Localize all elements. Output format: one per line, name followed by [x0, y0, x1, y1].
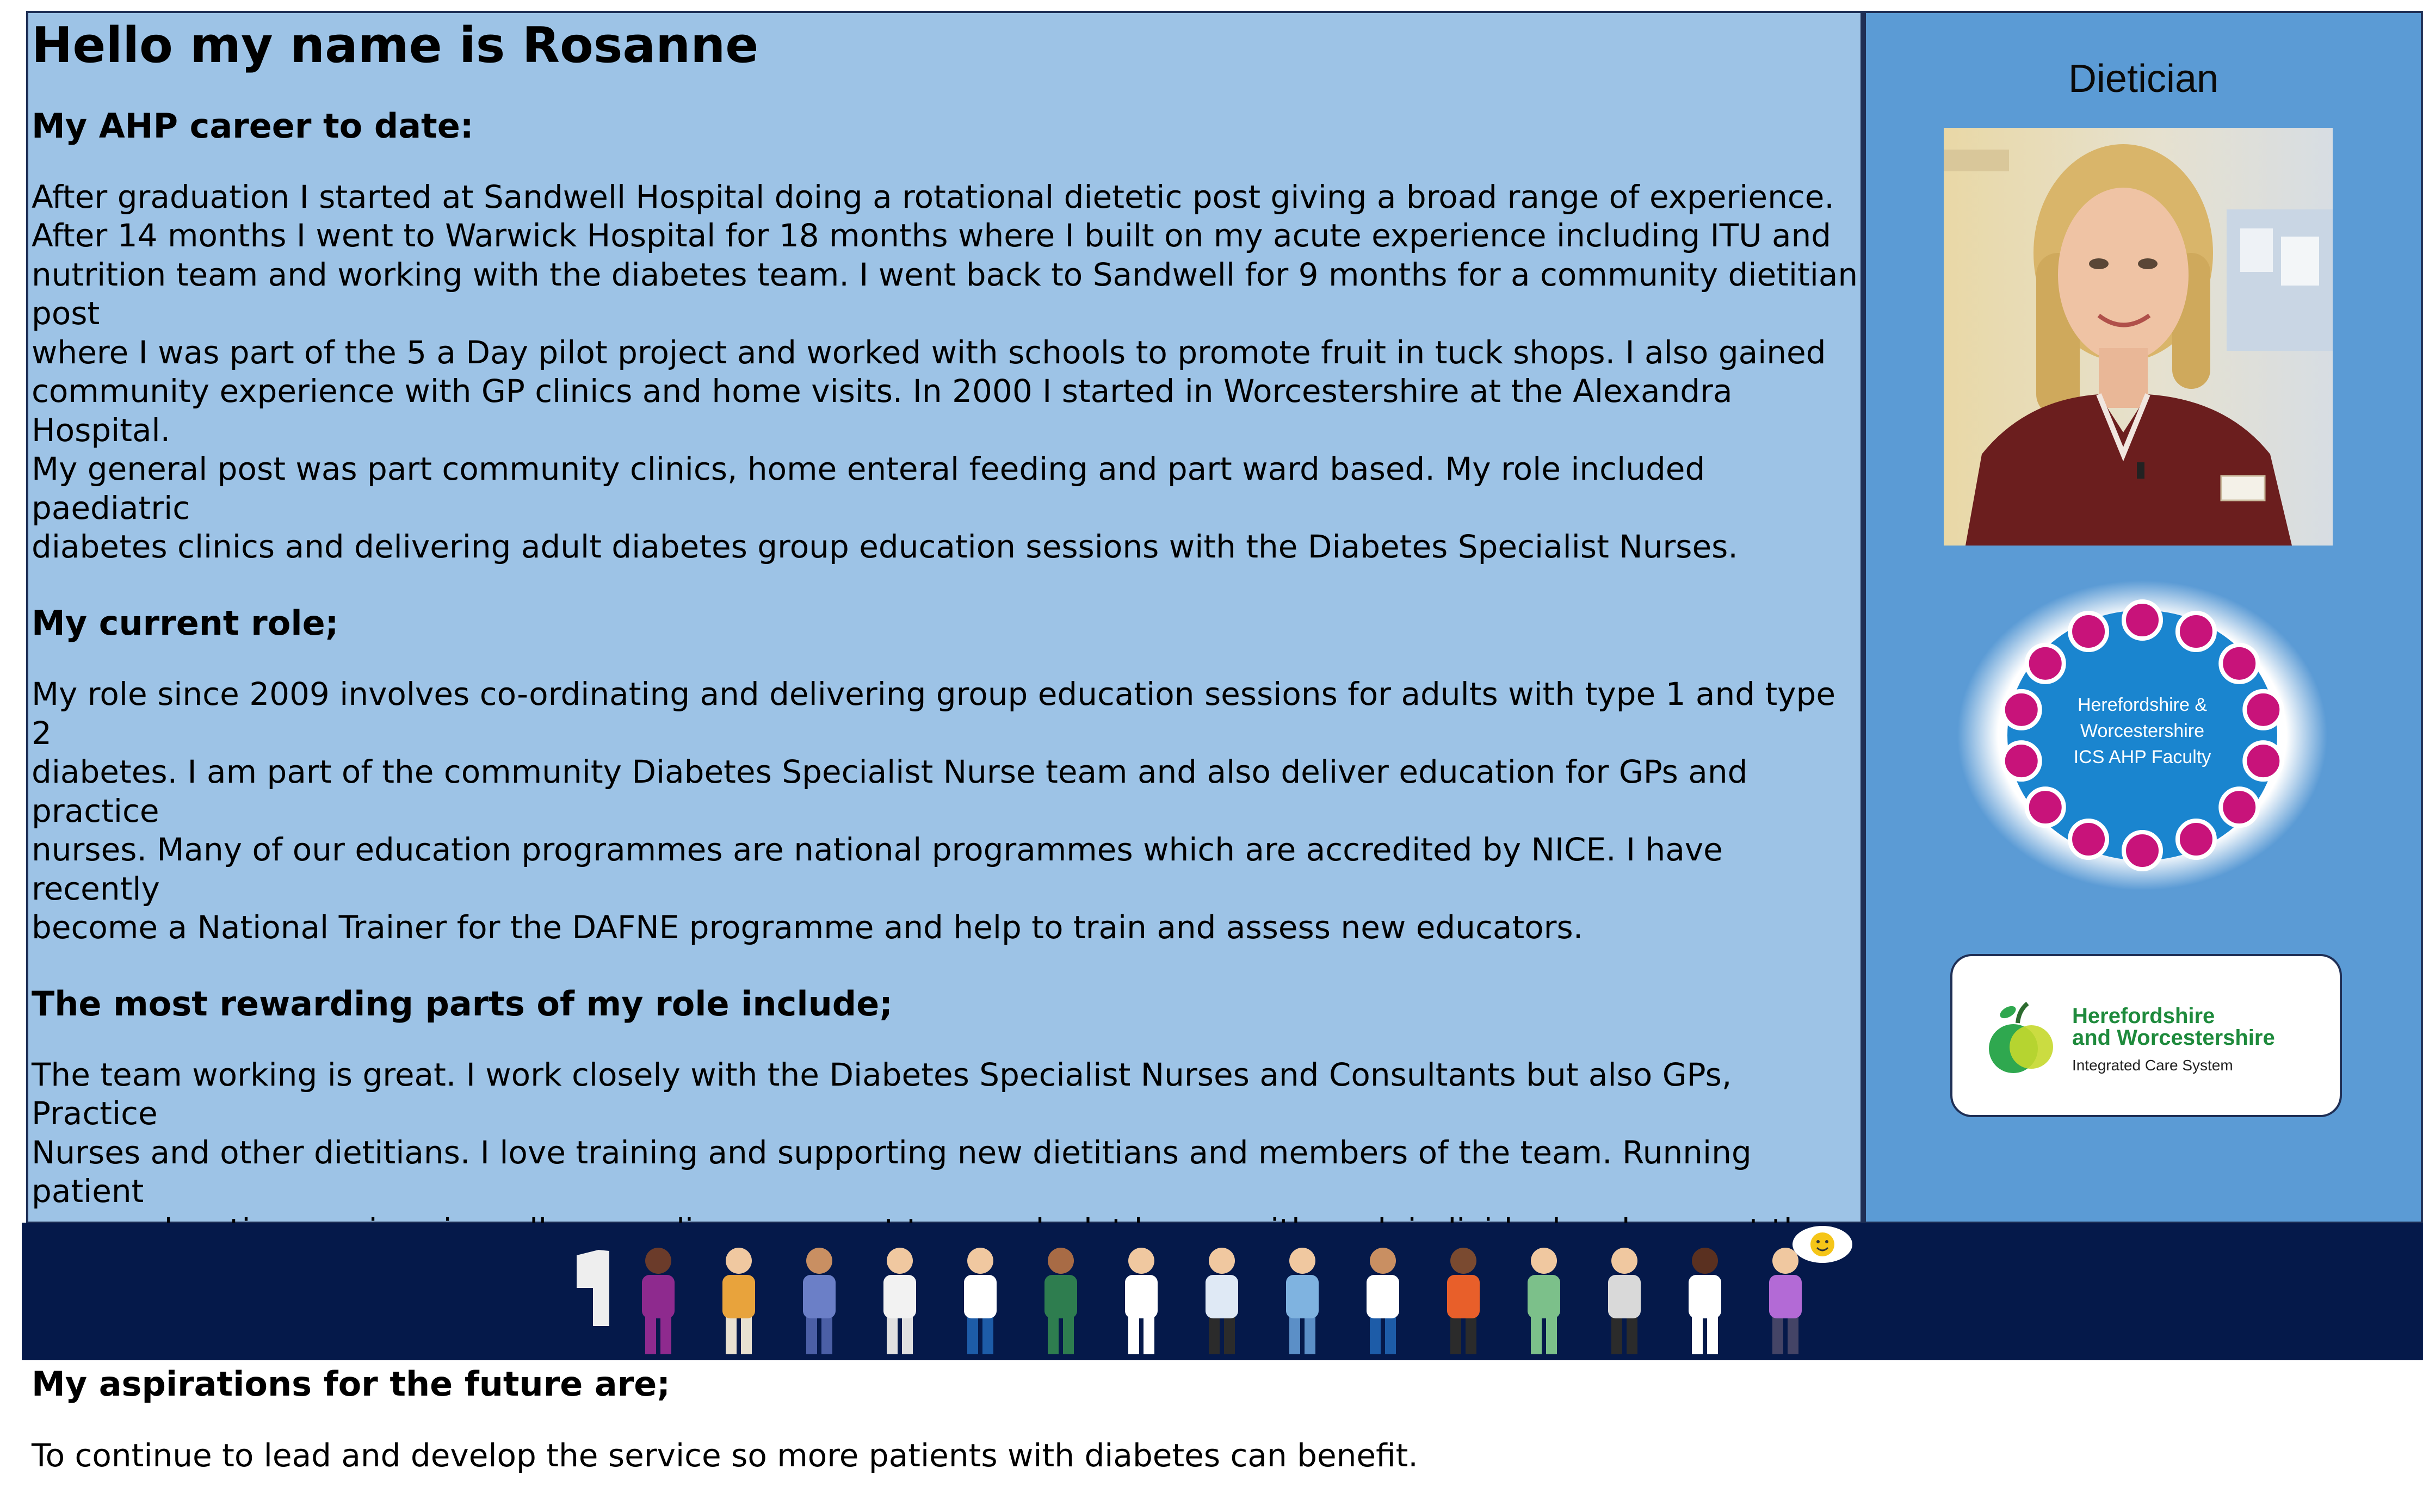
faculty-ring-dot [2178, 821, 2215, 858]
ics-name: Herefordshire and Worcestershire [2072, 1004, 2275, 1050]
career-body: After graduation I started at Sandwell Hospital doing a rotational dietetic post giving a broad range of experience. After 14 months I went to Warwick Hospital for 18 months where I built on my acute experience including ITU and nutrition team and working with the diabetes team. I went back to Sandwell for 9 months for a community dietitian post where I was part of the 5 a Day pilot project and worked with schools to promote fruit in tuck shops. I also gained community experience with GP clinics and home visits. In 2000 I started in Worcestershire at the Alexandra Hospital. My general post was part community clinics, home enteral feeding and part ward based. My role included paediatric diabetes clinics and delivering adult diabetes group education sessions with the Diabetes Specialist Nurses. [32, 178, 1858, 566]
ahp-professional-figure [1286, 1248, 1319, 1354]
ahp-professional-figure [1206, 1248, 1238, 1354]
faculty-ring-dot [2245, 691, 2282, 728]
faculty-ring-dot [2003, 691, 2040, 728]
ahp-professional-figure [642, 1248, 675, 1354]
faculty-ring-dot [2003, 742, 2040, 779]
smiley-speech-bubble-icon [1790, 1224, 1855, 1267]
faculty-ring-dot [2124, 602, 2161, 639]
apple-logo-icon [1985, 997, 2056, 1079]
faculty-ring-dot [2070, 613, 2107, 650]
ahp-professional-figure [1528, 1248, 1560, 1354]
ahp-professional-figure [1689, 1248, 1721, 1354]
ics-subtitle: Integrated Care System [2072, 1057, 2233, 1074]
ahp-professional-figure [1044, 1248, 1077, 1354]
faculty-logo-text: Herefordshire & Worcestershire ICS AHP Faculty [2073, 695, 2211, 767]
faculty-ring-dot [2124, 832, 2161, 869]
xray-machine-icon [577, 1250, 609, 1326]
ahp-professional-figure [1125, 1248, 1158, 1354]
ahp-professional-figure [1608, 1248, 1641, 1354]
aspirations-heading: My aspirations for the future are; [32, 1364, 671, 1404]
role-title: Dietician [2068, 57, 2219, 101]
faculty-ring-dot [2178, 613, 2215, 650]
page-title: Hello my name is Rosanne [32, 17, 759, 74]
current-role-body: My role since 2009 involves co-ordinating and delivering group education sessions for adults with type 1 and type 2 diabetes. I am part of the community Diabetes Specialist Nurse team and also deliver education for GPs and practice nurses. Many of our education programmes are national programmes which are accredited by NICE. I have recently become a National Trainer for the DAFNE programme and help to train and assess new educators. [32, 676, 1836, 946]
ahp-professional-figure [1447, 1248, 1480, 1354]
faculty-ring-dot [2245, 742, 2282, 779]
faculty-ring-dot [2070, 821, 2107, 858]
profile-photo [1944, 128, 2333, 546]
profile-content-panel [26, 11, 1863, 1474]
ahp-professional-figure [722, 1248, 755, 1354]
faculty-ring-dot [2027, 645, 2064, 682]
faculty-ring-dot [2221, 789, 2258, 826]
ahp-professional-figure [803, 1248, 836, 1354]
ahp-professionals-illustration [577, 1223, 1882, 1360]
ahp-professional-figure [883, 1248, 916, 1354]
aspirations-body: To continue to lead and develop the service so more patients with diabetes can benefit. [32, 1436, 1418, 1474]
ahp-professional-figure [964, 1248, 997, 1354]
rewarding-body: The team working is great. I work closely with the Diabetes Specialist Nurses and Consultants but also GPs, Practice Nurses and other dietitians. I love training and supporting new dietitians and members of the team. Running patient [32, 1056, 1752, 1210]
ics-ahp-faculty-logo [1957, 580, 2327, 890]
ics-logo-card [1950, 954, 2342, 1117]
rewarding-heading: The most rewarding parts of my role include; [32, 983, 893, 1024]
footer-banner [22, 1223, 2423, 1360]
career-heading: My AHP career to date: [32, 106, 474, 146]
current-role-heading: My current role; [32, 603, 339, 643]
ahp-professional-figure [1367, 1248, 1399, 1354]
faculty-ring-dot [2221, 645, 2258, 682]
faculty-ring-dot [2027, 789, 2064, 826]
